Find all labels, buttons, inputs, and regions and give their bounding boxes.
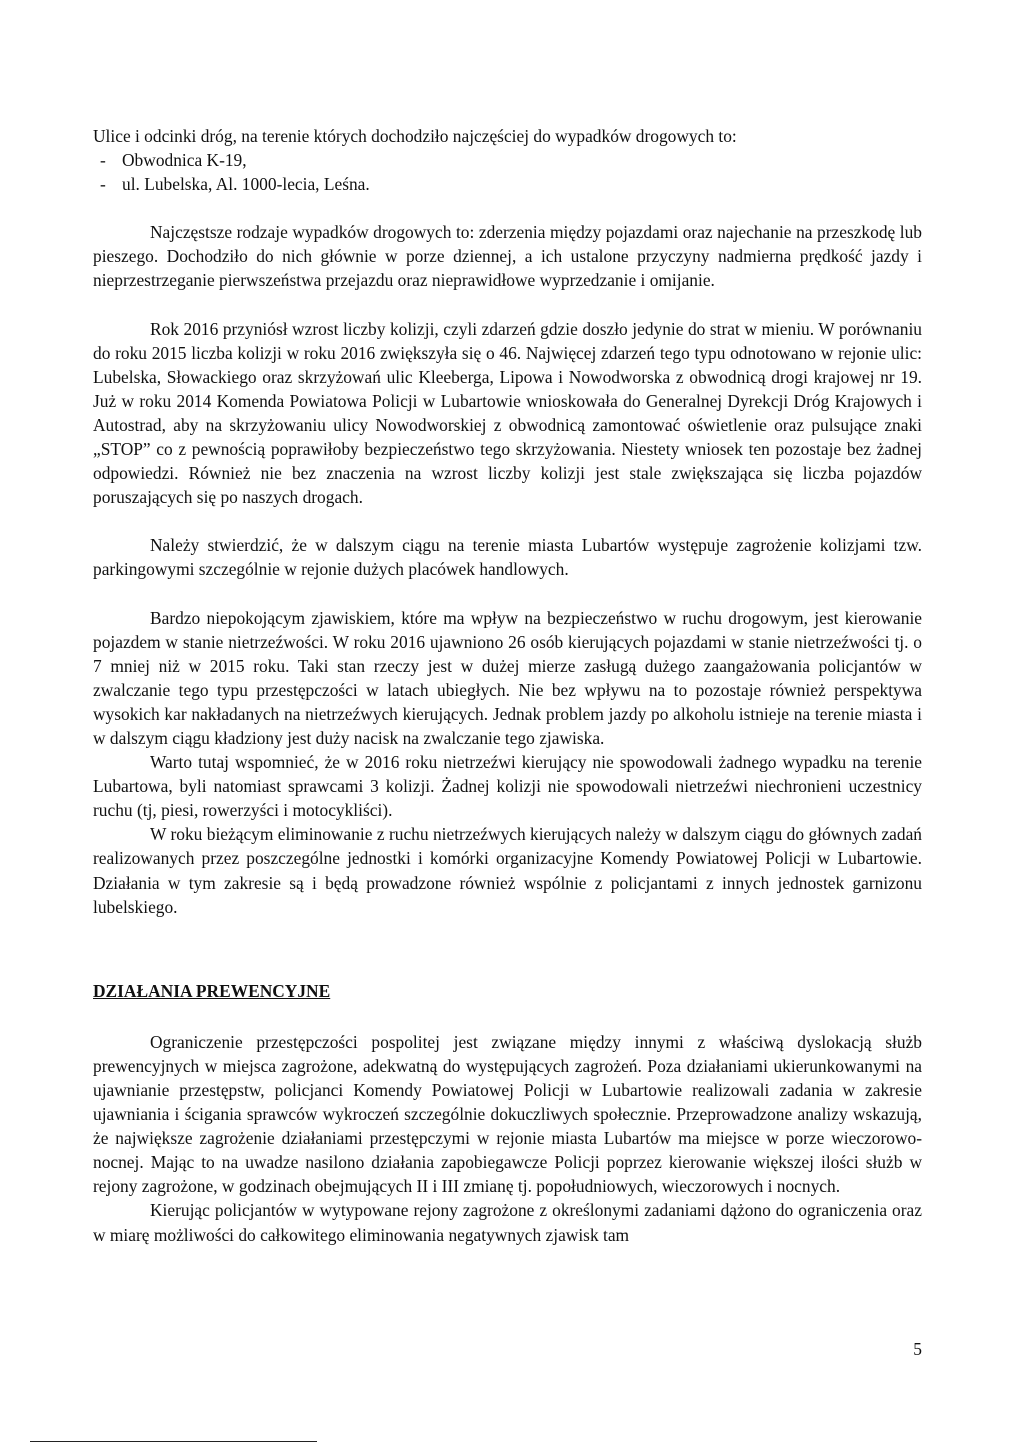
intro-text: Ulice i odcinki dróg, na terenie których dochodziło najczęściej do wypadków drogowych to:: [93, 126, 737, 146]
street-item: - ul. Lubelska, Al. 1000-lecia, Leśna.: [100, 172, 922, 196]
page-number: 5: [913, 1339, 922, 1359]
paragraph-patrol-deployment: Kierując policjantów w wytypowane rejony zagrożone z określonymi zadaniami dążono do ograniczenia oraz w miarę możliwości do całkowitego eliminowania negatywnych zjawisk tam: [93, 1200, 922, 1245]
footnote-divider: [30, 1441, 317, 1442]
paragraph-drunk-driving-2016: Warto tutaj wspomnieć, że w 2016 roku nietrzeźwi kierujący nie spowodowali żadnego wypadku na terenie Lubartowa, byli natomiast sprawcami 3 kolizji. Żadnej kolizji nie spowodowali nietrzeźwi niechronieni uczestnicy ruchu (tj, piesi, rowerzyści i motocykliści).: [93, 752, 922, 821]
paragraph-prevention: Ograniczenie przestępczości pospolitej jest związane między innymi z właściwą dyslokacją służb prewencyjnych w miejsca zagrożone, adekwatną do występujących zagrożeń. Poza działaniami ukierunkowanymi na ujawnianie przestępstw, policjanci Komendy Powiatowej Policji w Lubartowie realizowali zadania w zakresie ujawniania i ścigania sprawców wykroczeń szczególnie dokuczliwych społecznie. Przeprowadzone analizy wskazują, że największe zagrożenie działaniami przestępczymi w rejonie miasta Lubartów ma miejsce w porze wieczorowo-nocnej. Mając to na uwadze nasilono działania zapobiegawcze Policji poprzez kierowanie większej ilości służb w rejony zagrożone, w godzinach obejmujących II i III zmianę tj. popołudniowych, wieczorowych i nocnych.: [93, 1031, 922, 1197]
paragraph-accident-types: Najczęstsze rodzaje wypadków drogowych to: zderzenia między pojazdami oraz najechanie na przeszkodę lub pieszego. Dochodziło do nich głównie w porze dziennej, a ich ustalone przyczyny nadmierna prędkość jazdy i nieprzestrzeganie pierwszeństwa przejazdu oraz nieprawidłowe wyprzedzanie i omijanie.: [93, 222, 922, 291]
street-item: - Obwodnica K-19,: [100, 148, 922, 172]
paragraph-current-year: W roku bieżącym eliminowanie z ruchu nietrzeźwych kierujących należy w dalszym ciągu do głównych zadań realizowanych przez poszczególne jednostki i komórki organizacyjne Komendy Powiatowej Policji w Lubartowie. Działania w tym zakresie są i będą prowadzone również wspólnie z policjantami z innych jednostek garnizonu lubelskiego.: [93, 824, 922, 917]
paragraph-collisions-2016: Rok 2016 przyniósł wzrost liczby kolizji, czyli zdarzeń gdzie doszło jedynie do strat w mieniu. W porównaniu do roku 2015 liczba kolizji w roku 2016 zwiększyła się o 46. Najwięcej zdarzeń tego typu odnotowano w rejonie ulic: Lubelska, Słowackiego oraz skrzyżowań ulic Kleeberga, Lipowa i Nowodworska z obwodnicą drogi krajowej nr 19. Już w roku 2014 Komenda Powiatowa Policji w Lubartowie wnioskowała do Generalnej Dyrekcji Dróg Krajowych i Autostrad, aby na skrzyżowaniu ulicy Nowodworskiej z obwodnicą zamontować oświetlenie oraz pulsujące znaki „STOP” co z pewnością poprawiłoby bezpieczeństwo tego skrzyżowania. Niestety wniosek ten pozostaje bez żadnej odpowiedzi. Również nie bez znaczenia na wzrost liczby kolizji jest stale zwiększająca się liczba pojazdów poruszających się po naszych drogach.: [93, 318, 922, 508]
street-list: [93, 148, 922, 196]
paragraph-drunk-driving: Bardzo niepokojącym zjawiskiem, które ma wpływ na bezpieczeństwo w ruchu drogowym, jest kierowanie pojazdem w stanie nietrzeźwości. W roku 2016 ujawniono 26 osób kierujących pojazdami w stanie nietrzeźwości tj. o 7 mniej niż w 2015 roku. Taki stan rzeczy jest w dużej mierze zasługą dużego zaangażowania policjantów w zwalczanie tego typu przestępczości w latach ubiegłych. Nie bez wpływu na to pozostaje również perspektywa wysokich kar nakładanych na nietrzeźwych kierujących. Jednak problem jazdy po alkoholu istnieje na terenie miasta i w dalszym ciągu kładziony jest duży nacisk na zwalczanie tego zjawiska.: [93, 607, 922, 748]
section-heading: DZIAŁANIA PREWENCYJNE: [93, 980, 331, 1001]
document-body: [93, 124, 922, 1247]
paragraph-parking-collisions: Należy stwierdzić, że w dalszym ciągu na terenie miasta Lubartów występuje zagrożenie kolizjami tzw. parkingowymi szczególnie w rejonie dużych placówek handlowych.: [93, 535, 922, 580]
